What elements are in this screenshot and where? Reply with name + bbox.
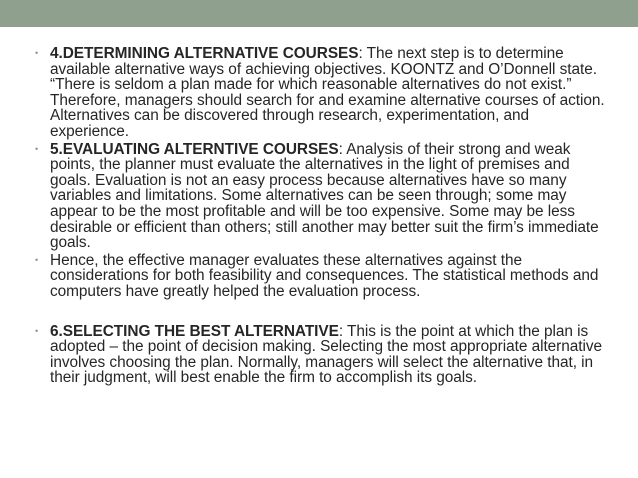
- bullet-dot-icon: •: [35, 143, 39, 154]
- bullet-dot-icon: •: [35, 48, 39, 58]
- bullet-text: Hence, the effective manager evaluates these alternatives against the considerations for both feasibility and consequences. The statistical methods and computers have greatly helped the evaluation process.: [50, 251, 599, 300]
- bullet-heading: 4.DETERMINING ALTERNATIVE COURSES: [50, 45, 359, 62]
- header-band: [0, 0, 638, 27]
- bullet-text: : This is the point at which the plan is adopted – the point of decision making. Selecting the most appropriate alternative involves choosing the plan. Normally, managers will select the alternative that, in their judgment, will best enable the firm to accomplish its goals.: [50, 322, 603, 387]
- slide-body: [36, 46, 608, 386]
- bullet-evaluating-alternatives: [36, 142, 608, 251]
- bullet-selecting-best-alternative: [36, 324, 608, 386]
- bullet-determining-alternatives: [36, 46, 608, 140]
- bullet-heading: 6.SELECTING THE BEST ALTERNATIVE: [50, 322, 339, 340]
- bullet-effective-manager: [36, 253, 608, 300]
- bullet-dot-icon: •: [35, 325, 39, 336]
- bullet-text: : Analysis of their strong and weak points, the planner must evaluate the alternatives in the light of premises and goals. Evaluation is not an easy process because alternatives have so many variables and limitations. Some alternatives can be seen through; some may appear to be the most profitable and will be too expensive. Some may be less desirable or efficient than others; still another may better suit the firm’s immediate goals.: [50, 140, 599, 252]
- bullet-dot-icon: •: [35, 254, 39, 265]
- bullet-text: : The next step is to determine available alternative ways of achieving objectives. KOONTZ and O’Donnell state. “There is seldom a plan made for which reasonable alternatives do not exist.” Therefore, managers should search for and examine alternative courses of action. Alternatives can be discovered through research, experimentation, and experience.: [50, 45, 605, 140]
- bullet-heading: 5.EVALUATING ALTERNTIVE COURSES: [50, 140, 339, 158]
